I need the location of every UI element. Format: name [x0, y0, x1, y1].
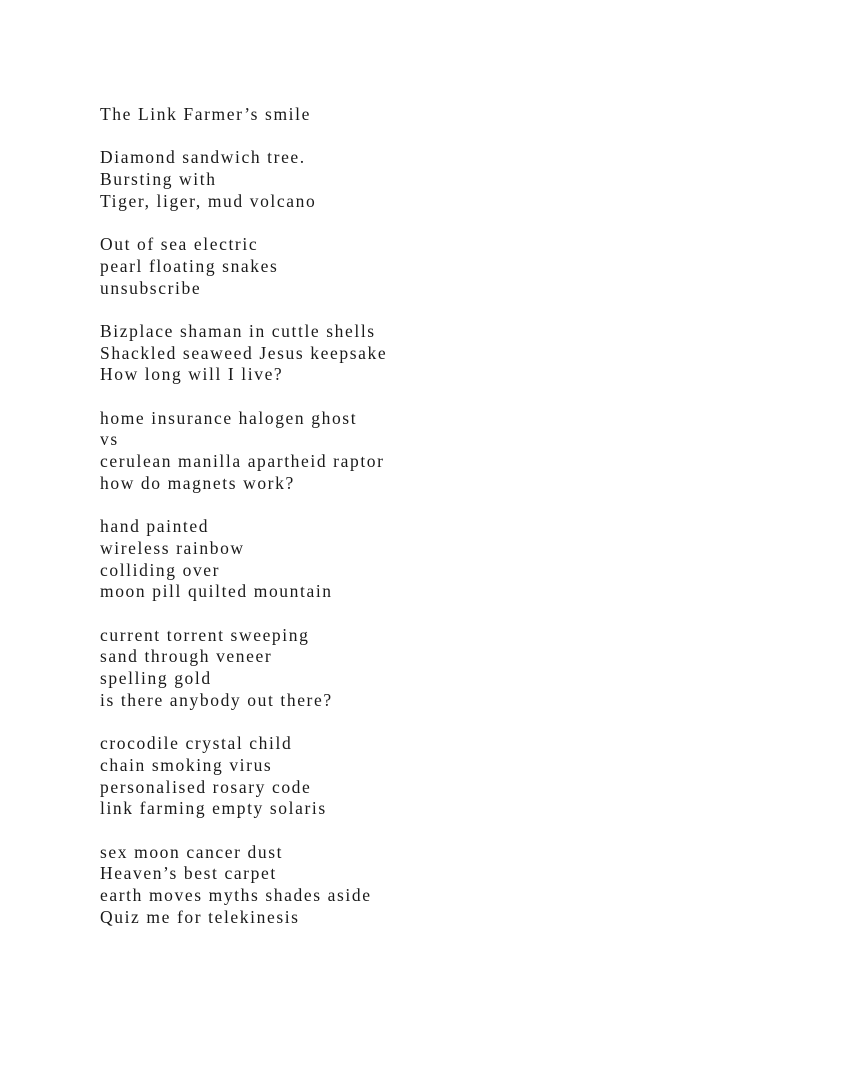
- poem-line: pearl floating snakes: [100, 255, 279, 276]
- poem-line: colliding over: [100, 559, 221, 580]
- poem-line: personalised rosary code: [100, 776, 312, 797]
- poem-line: sex moon cancer dust: [100, 841, 284, 862]
- poem-line: spelling gold: [100, 668, 212, 689]
- poem-line: Bizplace shaman in cuttle shells: [100, 320, 376, 341]
- poem-line: Diamond sandwich tree.: [100, 147, 306, 168]
- stanza-2: [100, 234, 800, 299]
- poem-line: cerulean manilla apartheid raptor: [100, 451, 385, 472]
- poem-line: home insurance halogen ghost: [100, 407, 358, 428]
- poem-line: Out of sea electric: [100, 234, 259, 255]
- poem-title: The Link Farmer’s smile: [100, 104, 311, 124]
- poem-line: earth moves myths shades aside: [100, 885, 372, 906]
- poem-line: vs: [100, 429, 119, 450]
- stanza-3: [100, 321, 800, 386]
- stanza-7: [100, 733, 800, 820]
- poem-line: how do magnets work?: [100, 472, 295, 493]
- poem-line: hand painted: [100, 516, 210, 537]
- stanza-5: [100, 516, 800, 603]
- poem-line: Tiger, liger, mud volcano: [100, 190, 317, 211]
- stanza-8: [100, 842, 800, 929]
- poem-line: Quiz me for telekinesis: [100, 906, 300, 927]
- poem-line: How long will I live?: [100, 364, 284, 385]
- poem-line: moon pill quilted mountain: [100, 581, 333, 602]
- poem-line: chain smoking virus: [100, 754, 273, 775]
- stanza-6: [100, 625, 800, 712]
- poem-line: Heaven’s best carpet: [100, 863, 277, 884]
- poem-line: unsubscribe: [100, 277, 202, 298]
- poem-line: is there anybody out there?: [100, 689, 333, 710]
- stanza-4: [100, 408, 800, 495]
- poem-line: Bursting with: [100, 169, 217, 190]
- poem-line: sand through veneer: [100, 646, 273, 667]
- poem-line: wireless rainbow: [100, 537, 245, 558]
- poem: [100, 104, 800, 929]
- poem-line: crocodile crystal child: [100, 733, 293, 754]
- poem-line: link farming empty solaris: [100, 798, 327, 819]
- poem-line: Shackled seaweed Jesus keepsake: [100, 342, 388, 363]
- poem-line: current torrent sweeping: [100, 624, 310, 645]
- stanza-1: [100, 147, 800, 212]
